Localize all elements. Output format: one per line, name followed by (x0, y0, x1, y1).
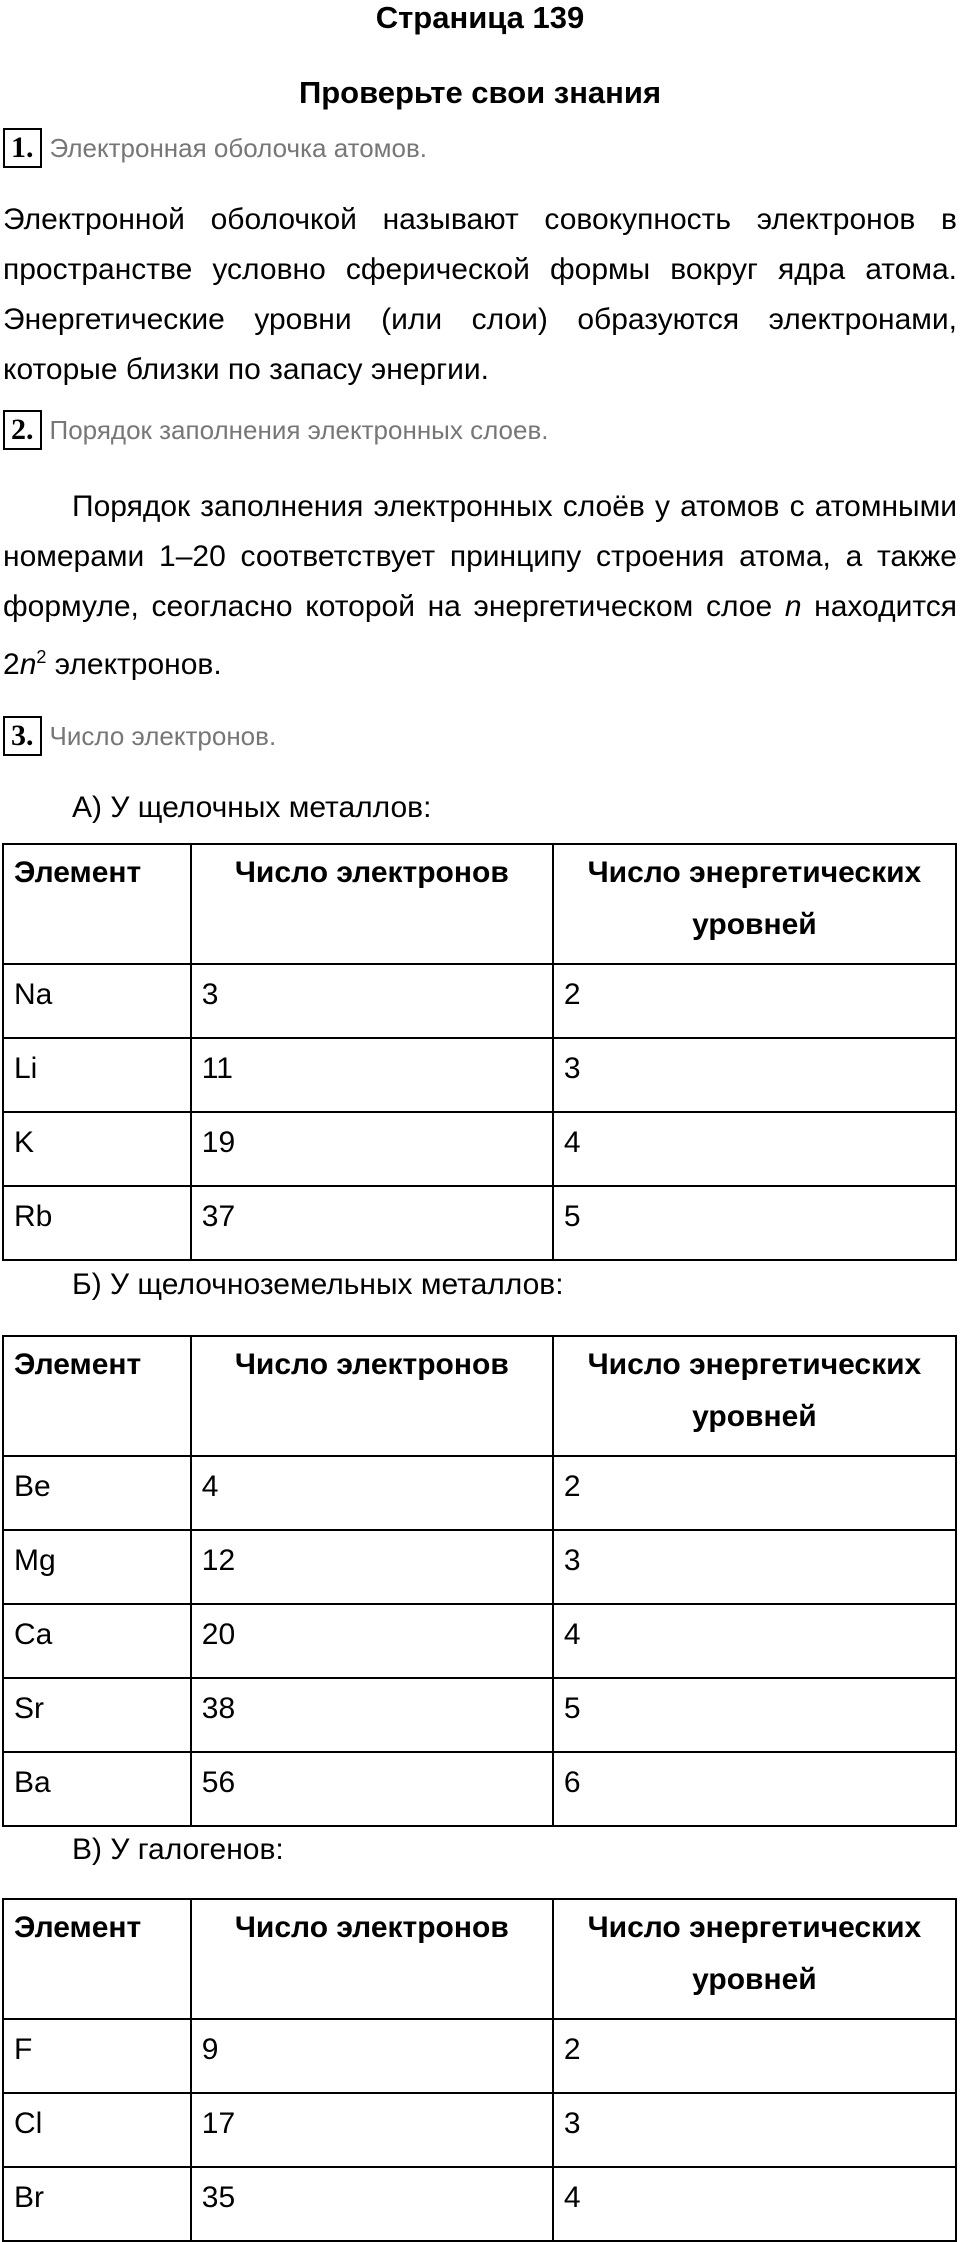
cell-levels: 5 (553, 1678, 956, 1752)
table-header-row (3, 1899, 956, 2019)
header-levels: Число энергетических уровней (553, 1899, 956, 2019)
table-row (3, 1456, 956, 1530)
header-element: Элемент (3, 1899, 191, 2019)
header-element: Элемент (3, 844, 191, 964)
variable-n: n (784, 590, 802, 623)
cell-electrons: 38 (191, 1678, 553, 1752)
cell-element: Br (3, 2167, 191, 2241)
cell-element: Be (3, 1456, 191, 1530)
cell-element: Sr (3, 1678, 191, 1752)
cell-electrons: 9 (191, 2019, 553, 2093)
table-row (3, 1186, 956, 1260)
header-levels: Число энергетических уровней (553, 1336, 956, 1456)
cell-electrons: 4 (191, 1456, 553, 1530)
cell-electrons: 37 (191, 1186, 553, 1260)
question-3-number: 3. (3, 716, 42, 756)
cell-element: K (3, 1112, 191, 1186)
cell-electrons: 17 (191, 2093, 553, 2167)
header-element: Элемент (3, 1336, 191, 1456)
table-row (3, 1038, 956, 1112)
question-1-header (3, 128, 427, 168)
cell-electrons: 11 (191, 1038, 553, 1112)
answer-text-part: электронов. (46, 648, 222, 681)
question-3-header (3, 716, 276, 756)
cell-electrons: 20 (191, 1604, 553, 1678)
cell-levels: 6 (553, 1752, 956, 1826)
table-row (3, 1604, 956, 1678)
table-row (3, 1112, 956, 1186)
header-electrons: Число электронов (191, 844, 553, 964)
cell-element: Mg (3, 1530, 191, 1604)
question-2-title: Порядок заполнения электронных слоев. (49, 414, 549, 445)
header-levels: Число энергетических уровней (553, 844, 956, 964)
cell-element: Ba (3, 1752, 191, 1826)
cell-levels: 4 (553, 1604, 956, 1678)
cell-levels: 2 (553, 1456, 956, 1530)
header-electrons: Число электронов (191, 1899, 553, 2019)
cell-levels: 3 (553, 1038, 956, 1112)
cell-levels: 4 (553, 1112, 956, 1186)
cell-electrons: 35 (191, 2167, 553, 2241)
cell-element: Li (3, 1038, 191, 1112)
question-3-title: Число электронов. (49, 720, 277, 751)
cell-element: Rb (3, 1186, 191, 1260)
question-2-answer (3, 482, 957, 690)
answer-text-part: находится 2 (3, 590, 957, 681)
question-1-title: Электронная оболочка атомов. (49, 132, 428, 163)
variable-n: n (19, 648, 37, 681)
question-2-header (3, 410, 549, 450)
cell-levels: 5 (553, 1186, 956, 1260)
cell-element: Na (3, 964, 191, 1038)
cell-levels: 3 (553, 2093, 956, 2167)
cell-levels: 2 (553, 964, 956, 1038)
cell-electrons: 19 (191, 1112, 553, 1186)
section-label-halogens: В) У галогенов: (72, 1833, 284, 1866)
cell-element: F (3, 2019, 191, 2093)
cell-electrons: 12 (191, 1530, 553, 1604)
page-title: Страница 139 (375, 0, 585, 35)
cell-levels: 4 (553, 2167, 956, 2241)
table-row (3, 2093, 956, 2167)
table-row (3, 2019, 956, 2093)
table-halogens (2, 1898, 957, 2242)
table-header-row (3, 844, 956, 964)
header-electrons: Число электронов (191, 1336, 553, 1456)
question-1-number: 1. (3, 128, 42, 168)
cell-levels: 3 (553, 1530, 956, 1604)
table-row (3, 1752, 956, 1826)
table-row (3, 964, 956, 1038)
table-header-row (3, 1336, 956, 1456)
section-label-alkaline-earth: Б) У щелочноземельных металлов: (72, 1268, 564, 1301)
section-label-alkali: А) У щелочных металлов: (72, 791, 432, 824)
cell-element: Ca (3, 1604, 191, 1678)
question-1-answer: Электронной оболочкой называют совокупность электронов в пространстве условно сферической формы вокруг ядра атома. Энергетические уровни (или слои) образуются электронами, которые близки по запасу энергии. (3, 203, 957, 386)
answer-text-part: Порядок заполнения электронных слоёв у атомов с атомными номерами 1–20 соответствует принципу строения атома, а также формуле, сеогласно которой на энергетическом слое (3, 490, 957, 623)
table-row (3, 1678, 956, 1752)
page-subtitle: Проверьте свои знания (298, 75, 662, 110)
cell-levels: 2 (553, 2019, 956, 2093)
table-alkaline-earth-metals (2, 1335, 957, 1827)
cell-electrons: 56 (191, 1752, 553, 1826)
table-row (3, 1530, 956, 1604)
table-alkali-metals (2, 843, 957, 1261)
cell-electrons: 3 (191, 964, 553, 1038)
superscript: 2 (36, 647, 47, 667)
question-2-number: 2. (3, 410, 42, 450)
cell-element: Cl (3, 2093, 191, 2167)
table-row (3, 2167, 956, 2241)
